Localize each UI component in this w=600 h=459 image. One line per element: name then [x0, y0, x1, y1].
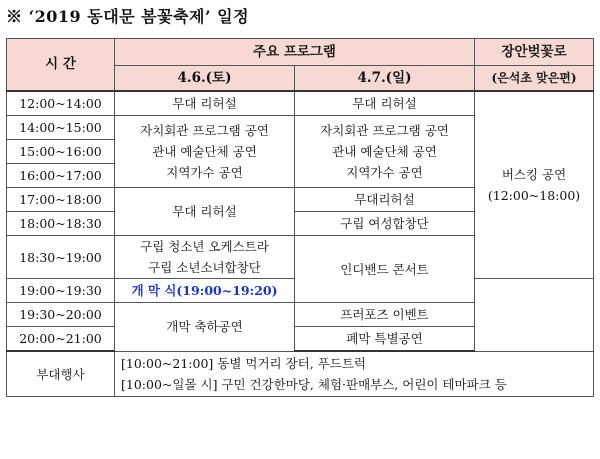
day1-rehearsal-2: 무대 리허설 [115, 188, 295, 236]
header-day1: 4.6.(토) [115, 66, 295, 92]
day2-women-choir: 구립 여성합창단 [295, 212, 475, 236]
day2-indie-concert: 인디밴드 콘서트 [295, 236, 475, 303]
day1-performances [115, 116, 295, 188]
header-jangan: 장안벚꽃로 [475, 39, 594, 66]
time-cell: 17:00~18:00 [7, 188, 115, 212]
jangan-busking-cell [475, 91, 594, 279]
day1-opening-ceremony: 개 막 식(19:00~19:20) [115, 279, 295, 303]
time-cell: 12:00~14:00 [7, 91, 115, 116]
perf-line: 지역가수 공연 [166, 165, 243, 180]
perf-line: 자치회관 프로그램 공연 [320, 123, 449, 138]
day1-rehearsal: 무대 리허설 [115, 91, 295, 116]
time-cell: 15:00~16:00 [7, 140, 115, 164]
day2-proposal-event: 프러포즈 이벤트 [295, 303, 475, 327]
header-jangan-sub: (은석초 맞은편) [475, 66, 594, 92]
perf-line: 관내 예술단체 공연 [152, 144, 257, 159]
perf-line: 자치회관 프로그램 공연 [140, 123, 269, 138]
orch-line: 구립 청소년 오케스트라 [140, 239, 269, 254]
busking-time: (12:00~18:00) [487, 188, 581, 203]
busking-label: 버스킹 공연 [501, 167, 567, 182]
time-cell: 18:00~18:30 [7, 212, 115, 236]
extra-line: [10:00~일몰 시] 구민 건강한마당, 체험·판매부스, 어린이 테마파크 등 [121, 377, 507, 392]
time-cell: 19:00~19:30 [7, 279, 115, 303]
time-cell: 14:00~15:00 [7, 116, 115, 140]
day1-orchestra [115, 236, 295, 279]
time-cell: 20:00~21:00 [7, 327, 115, 352]
day2-rehearsal: 무대 리허설 [295, 91, 475, 116]
header-day2: 4.7.(일) [295, 66, 475, 92]
day2-rehearsal-2: 무대리허설 [295, 188, 475, 212]
page-title: ※ ‘2019 동대문 봄꽃축제’ 일정 [6, 7, 250, 26]
time-cell: 18:30~19:00 [7, 236, 115, 279]
extra-events [115, 351, 594, 397]
time-cell: 19:30~20:00 [7, 303, 115, 327]
day2-closing: 폐막 특별공연 [295, 327, 475, 352]
header-main-program: 주요 프로그램 [115, 39, 475, 66]
extra-label: 부대행사 [7, 351, 115, 397]
time-cell: 16:00~17:00 [7, 164, 115, 188]
perf-line: 관내 예술단체 공연 [332, 144, 437, 159]
jangan-empty-cell [475, 279, 594, 352]
orch-line: 구립 소년소녀합창단 [148, 260, 261, 275]
header-time: 시 간 [7, 39, 115, 92]
extra-line: [10:00~21:00] 동별 먹거리 장터, 푸드트럭 [121, 356, 366, 371]
day2-performances [295, 116, 475, 188]
day1-celebration: 개막 축하공연 [115, 303, 295, 352]
schedule-table [6, 38, 594, 397]
perf-line: 지역가수 공연 [346, 165, 423, 180]
